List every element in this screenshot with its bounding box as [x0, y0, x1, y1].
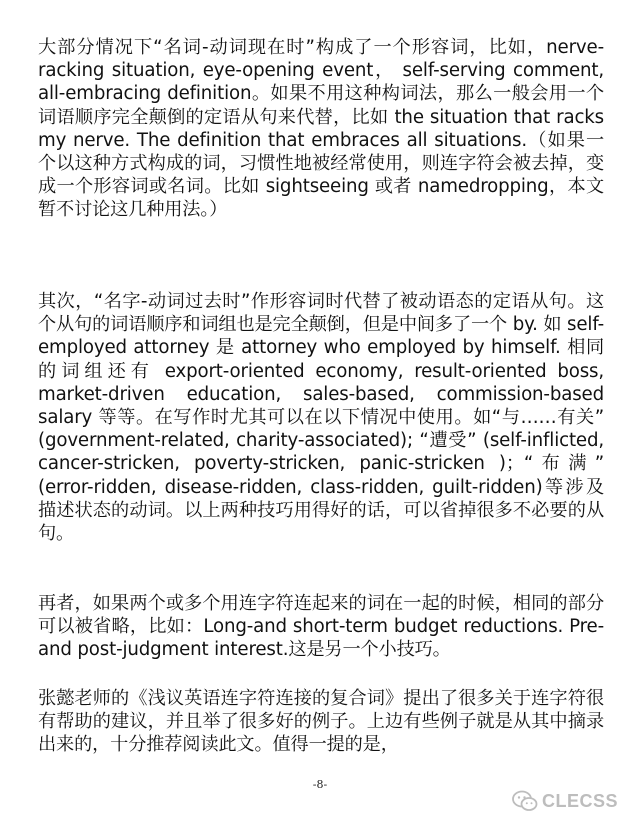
paragraph-3: 再者，如果两个或多个用连字符连起来的词在一起的时候，相同的部分可以被省略，比如：Long-and short-term budget reductions. Pre- and post-judgment interest.这是另一个小技巧。 [38, 593, 604, 661]
paragraph-1: 大部分情况下“名词-动词现在时”构成了一个形容词，比如，nerve-racking situation, eye-opening event， self-serving comment, all-embracing definition。如果不用这种构词法，那么一般会用一个词语顺序完全颠倒的定语从句来代替，比如 the situation that racks my nerve. The definition that embraces all situations.（如果一个以这种方式构成的词，习惯性地被经常使用，则连字符会被去掉，变成一个形容词或名词。比如 sightseeing 或者 namedropping，本文暂不讨论这几种用法。） [38, 37, 604, 221]
watermark-text: CLECSS [541, 790, 618, 811]
watermark [512, 790, 618, 812]
page-number: -8- [312, 778, 328, 791]
paragraph-2: 其次，“名字-动词过去时”作形容词时代替了被动语态的定语从句。这个从句的词语顺序和词组也是完全颠倒，但是中间多了一个 by. 如 self-employed attorney 是 attorney who employed by himself. 相同的词组还有 export-oriented economy, result-oriented boss, market-driven education, sales-based, commission-based salary 等等。在写作时尤其可以在以下情况中使用。如“与……有关” (government-related, charity-associated); “遭受” (self-inflicted, cancer-stricken, poverty-stricken, panic-stricken )；“布满” (error-ridden, disease-ridden, class-ridden, guilt-ridden)等涉及描述状态的动词。以上两种技巧用得好的话，可以省掉很多不必要的从句。 [38, 291, 604, 545]
wechat-icon [512, 790, 538, 812]
paragraph-4: 张懿老师的《浅议英语连字符连接的复合词》提出了很多关于连字符很有帮助的建议，并且举了很多好的例子。上边有些例子就是从其中摘录出来的，十分推荐阅读此文。值得一提的是， [38, 688, 604, 756]
